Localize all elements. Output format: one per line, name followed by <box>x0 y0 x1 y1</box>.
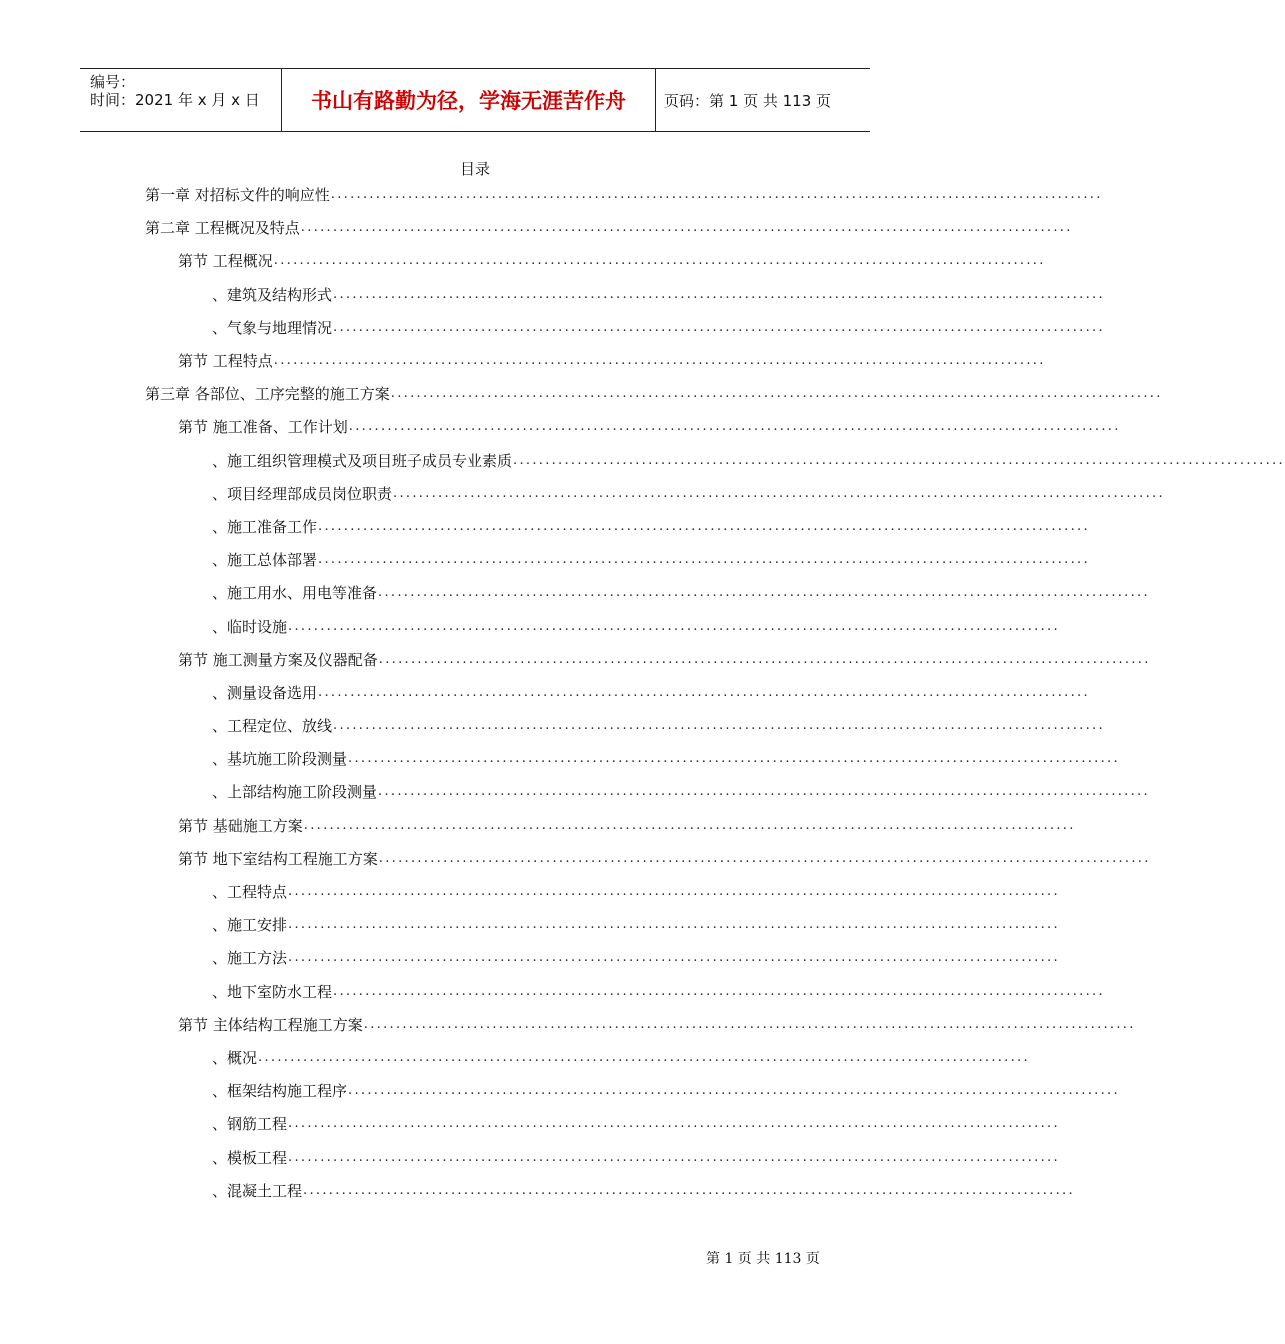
toc-entry-mark: 、 <box>212 1082 228 1101</box>
toc-entry-leader: ........................................................................................................................ <box>273 253 1046 269</box>
toc-entry[interactable] <box>0 211 1073 244</box>
toc-entry-label: 工程特点 <box>227 883 288 902</box>
toc-entry[interactable] <box>0 477 1165 510</box>
toc-title: 目录 <box>459 160 490 178</box>
toc-entry-label: 工程定位、放线 <box>227 717 333 736</box>
toc-entry[interactable] <box>0 244 1046 277</box>
toc-entry-leader: ........................................................................................................................ <box>348 419 1121 435</box>
toc-entry-leader: ........................................................................................................................ <box>273 353 1046 369</box>
toc-entry-label: 项目经理部成员岗位职责 <box>227 484 393 503</box>
toc-entry[interactable] <box>0 842 1151 875</box>
toc-entry[interactable] <box>0 510 1090 543</box>
toc-entry[interactable] <box>0 178 1103 211</box>
toc-entry-leader: ........................................................................................................................ <box>378 651 1151 667</box>
toc-entry-leader: ........................................................................................................................ <box>378 585 1150 601</box>
toc-entry-leader: ........................................................................................................................ <box>288 884 1060 900</box>
table-of-contents <box>0 178 1285 1207</box>
toc-entry-label: 测量设备选用 <box>227 683 318 702</box>
toc-entry-leader: ........................................................................................................................ <box>333 319 1105 335</box>
toc-entry-leader: ........................................................................................................................ <box>300 220 1073 236</box>
toc-entry-label: 施工用水、用电等准备 <box>227 584 378 603</box>
toc-entry-label: 模板工程 <box>227 1148 288 1167</box>
toc-entry-mark: 、 <box>212 1048 228 1067</box>
toc-entry-leader: ........................................................................................................................ <box>318 518 1090 534</box>
toc-entry-mark: 、 <box>212 617 228 636</box>
toc-entry-mark: 、 <box>212 285 228 304</box>
toc-entry-label: 第节 工程特点 <box>178 352 273 371</box>
toc-entry-leader: ........................................................................................................................ <box>330 187 1103 203</box>
toc-entry[interactable] <box>0 278 1105 311</box>
toc-entry-leader: ........................................................................................................................ <box>390 386 1163 402</box>
toc-entry-leader: ........................................................................................................................ <box>378 850 1151 866</box>
toc-entry-label: 第节 施工测量方案及仪器配备 <box>178 650 378 669</box>
toc-entry[interactable] <box>0 377 1163 410</box>
toc-entry[interactable] <box>0 311 1105 344</box>
toc-entry-leader: ........................................................................................................................ <box>333 718 1105 734</box>
toc-entry-leader: ........................................................................................................................ <box>303 817 1076 833</box>
toc-entry-mark: 、 <box>212 517 228 536</box>
toc-entry[interactable] <box>0 1041 1030 1074</box>
toc-entry-mark: 、 <box>212 584 228 603</box>
toc-entry-leader: ........................................................................................................................ <box>513 452 1285 468</box>
toc-entry-mark: 、 <box>212 982 228 1001</box>
page-footer: 第 1 页 共 113 页 <box>706 1251 820 1267</box>
toc-entry-mark: 、 <box>212 318 228 337</box>
toc-entry[interactable] <box>0 609 1060 642</box>
toc-entry[interactable] <box>0 1140 1060 1173</box>
toc-entry[interactable] <box>0 643 1151 676</box>
time-label: 时间：2021 年 x 月 x 日 <box>90 91 260 109</box>
toc-entry-label: 基坑施工阶段测量 <box>227 750 348 769</box>
toc-entry[interactable] <box>0 444 1285 477</box>
toc-entry[interactable] <box>0 709 1105 742</box>
toc-entry[interactable] <box>0 344 1046 377</box>
toc-entry-mark: 、 <box>212 1148 228 1167</box>
number-label: 编号： <box>90 73 136 91</box>
toc-entry-label: 上部结构施工阶段测量 <box>227 783 378 802</box>
toc-entry-mark: 、 <box>212 883 228 902</box>
toc-entry-mark: 、 <box>212 783 228 802</box>
toc-entry-leader: ........................................................................................................................ <box>288 1149 1060 1165</box>
toc-entry[interactable] <box>0 1174 1075 1207</box>
toc-entry-label: 临时设施 <box>227 617 288 636</box>
toc-entry-leader: ........................................................................................................................ <box>258 1049 1030 1065</box>
toc-entry-leader: ........................................................................................................................ <box>333 286 1105 302</box>
toc-entry-label: 第节 基础施工方案 <box>178 816 303 835</box>
toc-entry[interactable] <box>0 975 1105 1008</box>
toc-entry-mark: 、 <box>212 1115 228 1134</box>
toc-entry[interactable] <box>0 1107 1060 1140</box>
toc-entry[interactable] <box>0 410 1121 443</box>
toc-entry-label: 第二章 工程概况及特点 <box>145 219 300 238</box>
toc-entry-mark: 、 <box>212 551 228 570</box>
toc-entry-label: 施工总体部署 <box>227 551 318 570</box>
toc-entry-leader: ........................................................................................................................ <box>288 1116 1060 1132</box>
toc-entry-label: 施工安排 <box>227 916 288 935</box>
toc-entry-label: 第节 主体结构工程施工方案 <box>178 1015 363 1034</box>
toc-entry[interactable] <box>0 775 1150 808</box>
toc-entry-leader: ........................................................................................................................ <box>318 684 1090 700</box>
toc-entry-leader: ........................................................................................................................ <box>303 1182 1075 1198</box>
toc-entry-label: 气象与地理情况 <box>227 318 333 337</box>
toc-entry[interactable] <box>0 543 1090 576</box>
toc-entry-label: 第节 地下室结构工程施工方案 <box>178 849 378 868</box>
toc-entry-leader: ........................................................................................................................ <box>288 917 1060 933</box>
toc-entry-label: 建筑及结构形式 <box>227 285 333 304</box>
toc-entry-label: 施工组织管理模式及项目班子成员专业素质 <box>227 451 513 470</box>
toc-entry-label: 混凝土工程 <box>227 1181 303 1200</box>
toc-entry[interactable] <box>0 576 1150 609</box>
toc-entry-leader: ........................................................................................................................ <box>378 784 1150 800</box>
toc-entry[interactable] <box>0 1008 1136 1041</box>
toc-entry-leader: ........................................................................................................................ <box>348 751 1120 767</box>
toc-entry-mark: 、 <box>212 750 228 769</box>
page-header <box>80 68 870 132</box>
toc-entry-label: 第三章 各部位、工序完整的施工方案 <box>145 385 390 404</box>
toc-entry-leader: ........................................................................................................................ <box>288 618 1060 634</box>
toc-entry-mark: 、 <box>212 916 228 935</box>
header-page-info: 页码：第 1 页 共 113 页 <box>664 91 832 110</box>
toc-entry-label: 地下室防水工程 <box>227 982 333 1001</box>
toc-entry-label: 概况 <box>227 1048 258 1067</box>
toc-entry-label: 第一章 对招标文件的响应性 <box>145 186 330 205</box>
toc-entry[interactable] <box>0 742 1120 775</box>
toc-entry-mark: 、 <box>212 683 228 702</box>
toc-entry[interactable] <box>0 941 1060 974</box>
toc-entry[interactable] <box>0 1074 1120 1107</box>
toc-entry-mark: 、 <box>212 949 228 968</box>
toc-entry-mark: 、 <box>212 451 228 470</box>
toc-entry-leader: ........................................................................................................................ <box>318 552 1090 568</box>
toc-entry-mark: 、 <box>212 717 228 736</box>
toc-entry[interactable] <box>0 676 1090 709</box>
toc-entry-leader: ........................................................................................................................ <box>288 950 1060 966</box>
toc-entry-label: 第节 施工准备、工作计划 <box>178 418 348 437</box>
header-motto: 书山有路勤为径，学海无涯苦作舟 <box>282 69 656 131</box>
toc-entry-label: 框架结构施工程序 <box>227 1082 348 1101</box>
toc-entry-label: 施工方法 <box>227 949 288 968</box>
toc-entry-mark: 、 <box>212 1181 228 1200</box>
toc-entry-label: 施工准备工作 <box>227 517 318 536</box>
toc-entry-leader: ........................................................................................................................ <box>363 1016 1136 1032</box>
toc-entry-leader: ........................................................................................................................ <box>348 1083 1120 1099</box>
toc-entry[interactable] <box>0 809 1076 842</box>
toc-entry-label: 钢筋工程 <box>227 1115 288 1134</box>
toc-entry-mark: 、 <box>212 484 228 503</box>
toc-entry-label: 第节 工程概况 <box>178 252 273 271</box>
toc-entry[interactable] <box>0 875 1060 908</box>
toc-entry-leader: ........................................................................................................................ <box>333 983 1105 999</box>
toc-entry-leader: ........................................................................................................................ <box>393 485 1165 501</box>
header-meta <box>80 69 282 131</box>
toc-entry[interactable] <box>0 908 1060 941</box>
